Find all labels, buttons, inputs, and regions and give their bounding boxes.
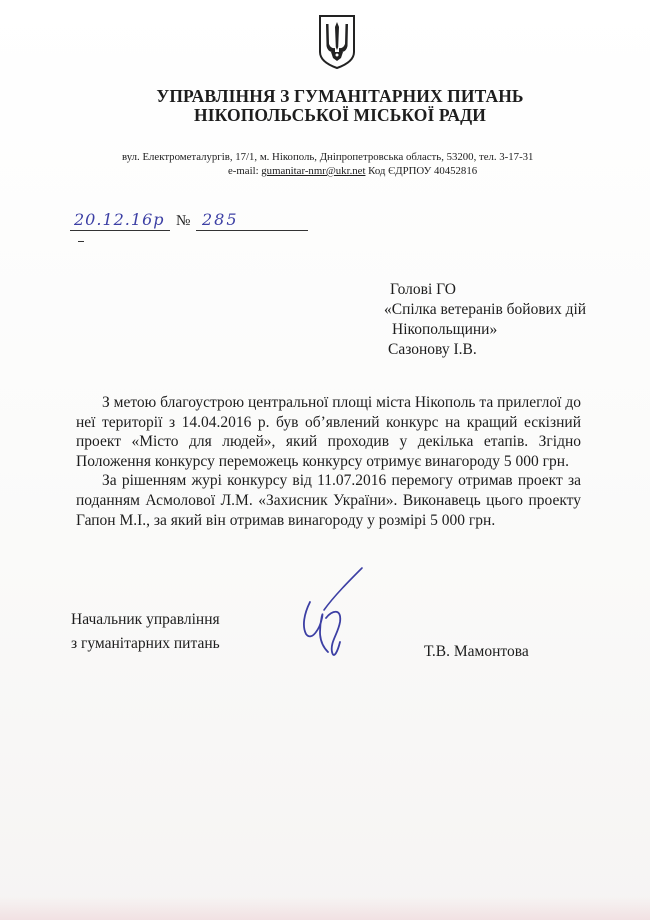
scan-smudge bbox=[0, 896, 650, 920]
signer-position-line1: Начальник управління bbox=[71, 611, 220, 628]
email-link[interactable]: gumanitar-nmr@ukr.net bbox=[261, 165, 366, 177]
addressee-line4: Сазонову І.В. bbox=[388, 341, 477, 358]
registration-date: 20.12.16р bbox=[74, 210, 165, 229]
registration-number-label: № bbox=[176, 213, 191, 229]
registration-number: 285 bbox=[202, 210, 239, 229]
body-paragraph-2: За рішенням журі конкурсу від 11.07.2016 перемогу отримав проект за поданням Асмолової Л.М. «Захисник України». Виконавець цього проекту Гапон М.І., за який він отримав винагороду у розмірі 5 000 грн. bbox=[76, 472, 581, 529]
registration-number-underline bbox=[196, 230, 308, 231]
org-address: вул. Електрометалургів, 17/1, м. Нікополь, Дніпропетровська область, 53200, тел. 3-17-31 bbox=[122, 151, 534, 163]
addressee-line3: Нікопольщини» bbox=[392, 321, 498, 338]
email-label: e-mail: bbox=[228, 165, 262, 177]
letter-body bbox=[76, 393, 581, 530]
org-contacts bbox=[228, 165, 477, 177]
handwritten-signature bbox=[290, 562, 380, 672]
signer-position-line2: з гуманітарних питань bbox=[71, 635, 220, 652]
signer-name: Т.В. Мамонтова bbox=[424, 643, 529, 660]
registration-date-underline bbox=[70, 230, 170, 231]
registration-dash bbox=[78, 241, 84, 242]
edrpou-code: Код ЄДРПОУ 40452816 bbox=[365, 165, 478, 177]
ukraine-trident-icon bbox=[317, 14, 357, 70]
org-title-line2: НІКОПОЛЬСЬКОЇ МІСЬКОЇ РАДИ bbox=[194, 105, 486, 125]
addressee-line1: Голові ГО bbox=[390, 281, 456, 298]
addressee-line2: «Спілка ветеранів бойових дій bbox=[384, 301, 587, 318]
org-title-line1: УПРАВЛІННЯ З ГУМАНІТАРНИХ ПИТАНЬ bbox=[156, 86, 524, 106]
body-paragraph-1: З метою благоустрою центральної площі міста Нікополь та прилеглої до неї території з 14.04.2016 р. був об’явлений конкурс на кращий ескізний проект «Місто для людей», який проходив у декілька етапів. Згідно Положення конкурсу переможець конкурсу отримує винагороду 5 000 грн. bbox=[76, 394, 581, 470]
signer-position bbox=[71, 608, 220, 656]
addressee-block bbox=[384, 280, 586, 360]
registration-row bbox=[70, 210, 310, 236]
